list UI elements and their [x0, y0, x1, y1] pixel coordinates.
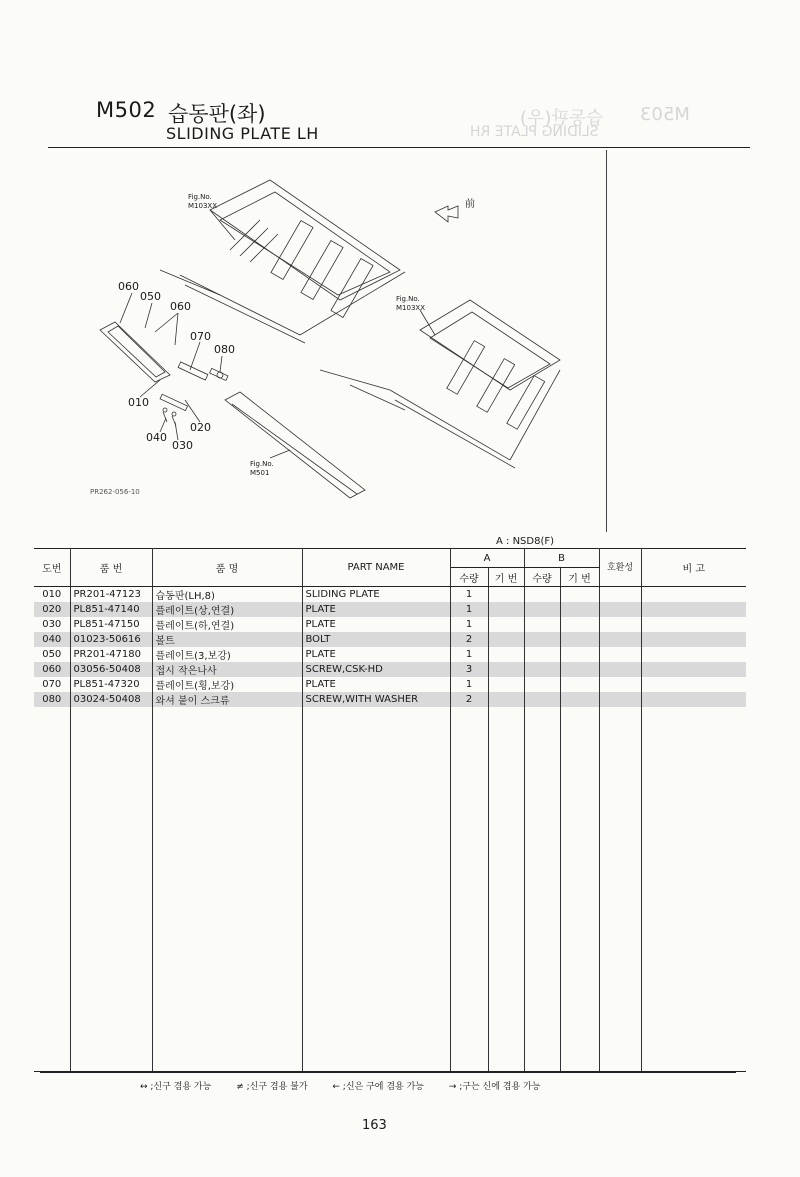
table-row — [34, 677, 746, 692]
empty-cell — [488, 707, 524, 1072]
header-group-a: A — [450, 549, 524, 568]
empty-cell — [560, 707, 599, 1072]
row-name-ko: 접시 작은나사 — [152, 662, 302, 677]
fig-ref-label-1: Fig.No. — [188, 193, 212, 201]
row-compat — [599, 677, 641, 692]
callout-040: 040 — [146, 431, 167, 444]
table-row — [34, 662, 746, 677]
row-qty-b — [524, 692, 560, 707]
lower-beam-illustration — [225, 392, 365, 498]
header-compat: 호환성 — [599, 549, 641, 587]
callout-060b: 060 — [170, 300, 191, 313]
row-code-a — [488, 602, 524, 617]
row-part-no: 03024-50408 — [70, 692, 152, 707]
header-code-b: 기 번 — [560, 568, 599, 587]
ghost-title-en: SLIDING PLATE RH — [470, 124, 599, 140]
row-compat — [599, 632, 641, 647]
row-code-a — [488, 587, 524, 603]
empty-cell — [599, 707, 641, 1072]
row-remarks — [641, 602, 746, 617]
row-compat — [599, 617, 641, 632]
page-divider — [606, 150, 607, 532]
row-code-b — [560, 587, 599, 603]
ghost-title-ko: 습동판(우) — [520, 108, 604, 129]
row-compat — [599, 662, 641, 677]
fig-ref-code-2: M103XX — [396, 304, 425, 312]
header-qty-b: 수량 — [524, 568, 560, 587]
empty-cell — [450, 707, 488, 1072]
row-compat — [599, 602, 641, 617]
page-code: M502 — [96, 98, 157, 122]
empty-cell — [70, 707, 152, 1072]
row-qty-b — [524, 662, 560, 677]
table-row — [34, 602, 746, 617]
row-no: 010 — [34, 587, 70, 603]
row-no: 020 — [34, 602, 70, 617]
callout-060a: 060 — [118, 280, 139, 293]
empty-cell — [152, 707, 302, 1072]
page-number: 163 — [362, 1118, 387, 1133]
row-no: 080 — [34, 692, 70, 707]
parts-table-body — [34, 587, 746, 1072]
table-empty-area — [34, 707, 746, 1072]
row-code-b — [560, 677, 599, 692]
row-qty-b — [524, 587, 560, 603]
row-code-b — [560, 647, 599, 662]
row-compat — [599, 647, 641, 662]
legend-item: ≠ ;신구 겸용 불가 — [236, 1082, 308, 1092]
row-part-no: PR201-47180 — [70, 647, 152, 662]
row-part-no: 03056-50408 — [70, 662, 152, 677]
row-code-a — [488, 632, 524, 647]
table-row — [34, 617, 746, 632]
row-name-ko: 와셔 붙이 스크류 — [152, 692, 302, 707]
page-title-ko: 습동판(좌) — [168, 102, 266, 126]
row-name-ko: 플레이트(3,보강) — [152, 647, 302, 662]
page-title-en: SLIDING PLATE LH — [166, 124, 319, 143]
row-code-a — [488, 647, 524, 662]
row-remarks — [641, 647, 746, 662]
row-code-a — [488, 692, 524, 707]
table-row — [34, 587, 746, 603]
row-part-no: PR201-47123 — [70, 587, 152, 603]
row-qty-a: 1 — [450, 647, 488, 662]
row-code-b — [560, 692, 599, 707]
model-note: A : NSD8(F) — [496, 536, 555, 547]
front-mark: 前 — [465, 199, 475, 210]
empty-cell — [641, 707, 746, 1072]
row-no: 050 — [34, 647, 70, 662]
row-no: 030 — [34, 617, 70, 632]
figure-code: PR262-056-10 — [90, 488, 140, 496]
empty-cell — [34, 707, 70, 1072]
callout-080: 080 — [214, 343, 235, 356]
header-code-a: 기 번 — [488, 568, 524, 587]
legend-item: → ;구는 신에 겸용 가능 — [448, 1082, 541, 1092]
row-qty-a: 1 — [450, 587, 488, 603]
row-qty-b — [524, 632, 560, 647]
row-part-name: SCREW,CSK-HD — [302, 662, 450, 677]
table-row — [34, 692, 746, 707]
fig-ref-label-2: Fig.No. — [396, 295, 420, 303]
row-name-ko: 볼트 — [152, 632, 302, 647]
row-name-ko: 플레이트(횡,보강) — [152, 677, 302, 692]
row-qty-a: 1 — [450, 677, 488, 692]
header-part-no: 품 번 — [70, 549, 152, 587]
right-frame-illustration — [320, 300, 560, 468]
row-code-a — [488, 662, 524, 677]
fig-ref-label-3: Fig.No. — [250, 460, 274, 468]
row-part-no: 01023-50616 — [70, 632, 152, 647]
row-qty-a: 2 — [450, 692, 488, 707]
empty-cell — [302, 707, 450, 1072]
header-part-name: PART NAME — [302, 549, 450, 587]
row-part-name: PLATE — [302, 617, 450, 632]
header-qty-a: 수량 — [450, 568, 488, 587]
row-part-name: SCREW,WITH WASHER — [302, 692, 450, 707]
callout-020: 020 — [190, 421, 211, 434]
header-group-b: B — [524, 549, 599, 568]
header-no: 도번 — [34, 549, 70, 587]
row-code-a — [488, 677, 524, 692]
row-qty-a: 1 — [450, 617, 488, 632]
callout-070: 070 — [190, 330, 211, 343]
row-qty-a: 3 — [450, 662, 488, 677]
callout-030: 030 — [172, 439, 193, 452]
row-qty-b — [524, 647, 560, 662]
row-part-no: PL851-47140 — [70, 602, 152, 617]
footer-rule — [40, 1072, 736, 1073]
row-no: 070 — [34, 677, 70, 692]
row-part-no: PL851-47320 — [70, 677, 152, 692]
ghost-code: M503 — [640, 104, 690, 125]
header-name-ko: 품 명 — [152, 549, 302, 587]
row-qty-a: 1 — [450, 602, 488, 617]
row-compat — [599, 587, 641, 603]
row-code-b — [560, 602, 599, 617]
legend-item: ← ;신은 구에 겸용 가능 — [332, 1082, 424, 1092]
row-qty-a: 2 — [450, 632, 488, 647]
row-code-b — [560, 617, 599, 632]
row-remarks — [641, 587, 746, 603]
row-part-no: PL851-47150 — [70, 617, 152, 632]
callout-050: 050 — [140, 290, 161, 303]
fig-ref-code-3: M501 — [250, 469, 270, 477]
parts-table — [34, 548, 746, 1072]
small-parts-illustration — [160, 362, 228, 426]
exploded-view-diagram — [60, 160, 600, 510]
row-remarks — [641, 677, 746, 692]
row-part-name: SLIDING PLATE — [302, 587, 450, 603]
row-remarks — [641, 617, 746, 632]
table-row — [34, 632, 746, 647]
row-code-a — [488, 617, 524, 632]
row-code-b — [560, 632, 599, 647]
header-rule — [48, 147, 750, 148]
compatibility-legend — [140, 1079, 562, 1092]
header-remarks: 비 고 — [641, 549, 746, 587]
row-no: 060 — [34, 662, 70, 677]
row-no: 040 — [34, 632, 70, 647]
row-qty-b — [524, 677, 560, 692]
fig-ref-code-1: M103XX — [188, 202, 217, 210]
row-name-ko: 플레이트(하,연결) — [152, 617, 302, 632]
row-compat — [599, 692, 641, 707]
row-part-name: PLATE — [302, 647, 450, 662]
row-qty-b — [524, 617, 560, 632]
row-part-name: BOLT — [302, 632, 450, 647]
empty-cell — [524, 707, 560, 1072]
sliding-plate-illustration — [100, 322, 170, 382]
row-part-name: PLATE — [302, 677, 450, 692]
row-code-b — [560, 662, 599, 677]
row-remarks — [641, 662, 746, 677]
front-arrow-icon — [435, 206, 458, 222]
row-remarks — [641, 692, 746, 707]
row-name-ko: 플레이트(상,연결) — [152, 602, 302, 617]
row-part-name: PLATE — [302, 602, 450, 617]
row-name-ko: 습동판(LH,8) — [152, 587, 302, 603]
row-remarks — [641, 632, 746, 647]
row-qty-b — [524, 602, 560, 617]
legend-item: ↔ ;신구 겸용 가능 — [140, 1082, 212, 1092]
table-row — [34, 647, 746, 662]
callout-010: 010 — [128, 396, 149, 409]
